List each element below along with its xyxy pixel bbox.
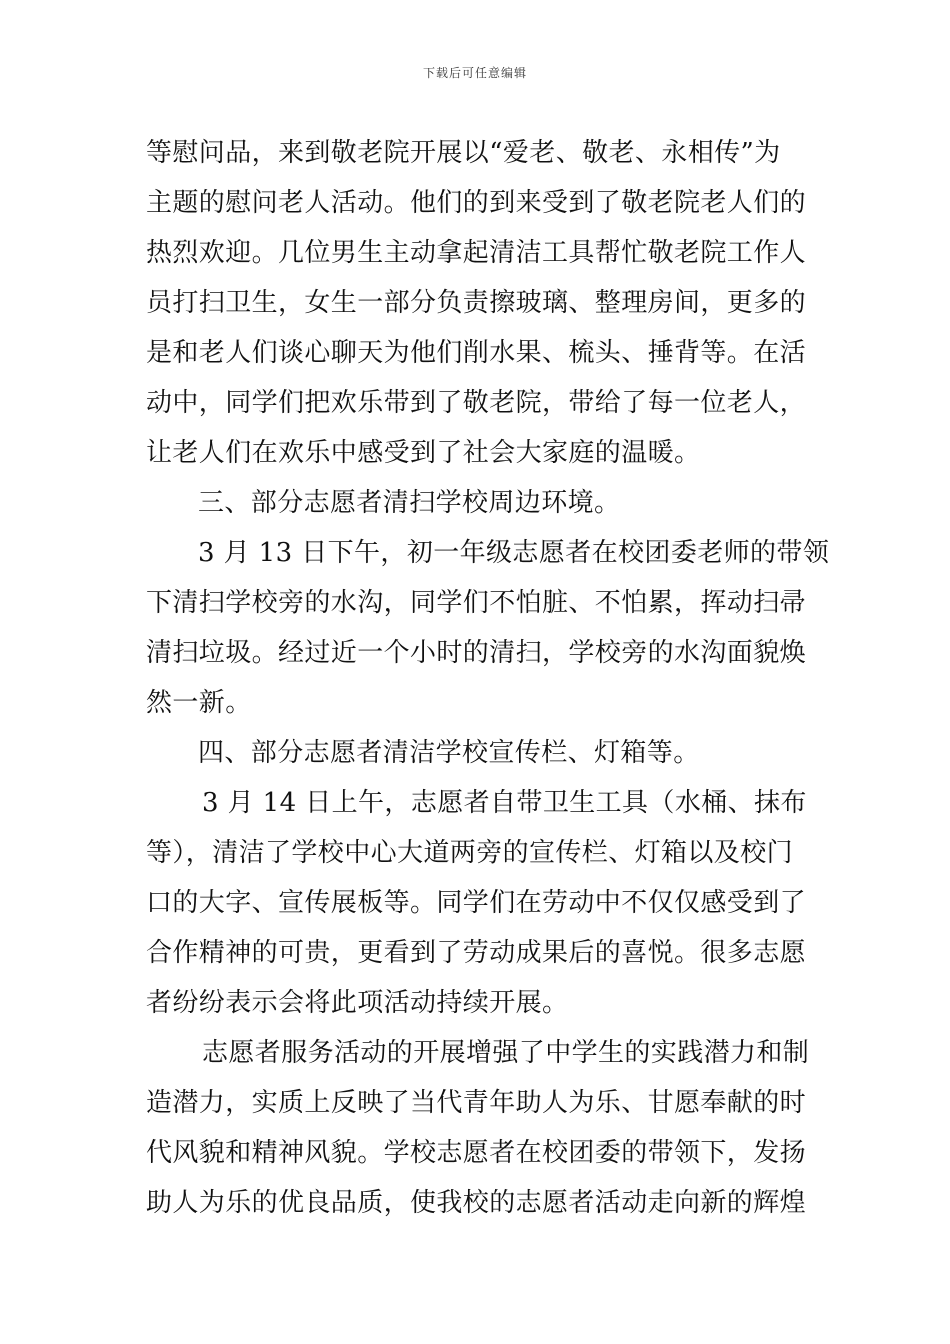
text-line: 志愿者服务活动的开展增强了中学生的实践潜力和制 — [202, 1038, 810, 1068]
text-line: 3 月 14 日上午，志愿者自带卫生工具（水桶、抹布 — [202, 788, 807, 818]
text-line: 清扫垃圾。经过近一个小时的清扫，学校旁的水沟面貌焕 — [146, 638, 807, 668]
text-line: 然一新。 — [146, 688, 252, 718]
text-line: 四、部分志愿者清洁学校宣传栏、灯箱等。 — [198, 738, 700, 768]
page-header: 下载后可任意编辑 — [422, 66, 527, 80]
text-line: 造潜力，实质上反映了当代青年助人为乐、甘愿奉献的时 — [146, 1088, 807, 1118]
text-line: 热烈欢迎。几位男生主动拿起清洁工具帮忙敬老院工作人 — [146, 238, 807, 268]
document-body — [146, 128, 830, 1228]
text-line: 代风貌和精神风貌。学校志愿者在校团委的带领下，发扬 — [146, 1138, 807, 1168]
text-line: 让老人们在欢乐中感受到了社会大家庭的温暖。 — [146, 438, 701, 468]
text-line: 合作精神的可贵，更看到了劳动成果后的喜悦。很多志愿 — [146, 938, 807, 968]
text-line: 等慰问品，来到敬老院开展以“爱老、敬老、永相传”为 — [146, 138, 781, 168]
text-line: 下清扫学校旁的水沟，同学们不怕脏、不怕累，挥动扫帚 — [146, 588, 807, 618]
text-line: 助人为乐的优良品质，使我校的志愿者活动走向新的辉煌 — [146, 1188, 807, 1218]
text-line: 口的大字、宣传展板等。同学们在劳动中不仅仅感受到了 — [146, 888, 807, 918]
text-line: 者纷纷表示会将此项活动持续开展。 — [146, 988, 569, 1018]
text-line: 主题的慰问老人活动。他们的到来受到了敬老院老人们的 — [146, 188, 807, 218]
text-line: 员打扫卫生，女生一部分负责擦玻璃、整理房间，更多的 — [146, 288, 807, 318]
text-line: 三、部分志愿者清扫学校周边环境。 — [198, 488, 621, 518]
text-line: 是和老人们谈心聊天为他们削水果、梳头、捶背等。在活 — [146, 338, 807, 368]
text-line: 3 月 13 日下午，初一年级志愿者在校团委老师的带领 — [198, 538, 830, 568]
text-line: 动中，同学们把欢乐带到了敬老院，带给了每一位老人， — [146, 388, 807, 418]
text-line: 等），清洁了学校中心大道两旁的宣传栏、灯箱以及校门 — [146, 838, 794, 868]
